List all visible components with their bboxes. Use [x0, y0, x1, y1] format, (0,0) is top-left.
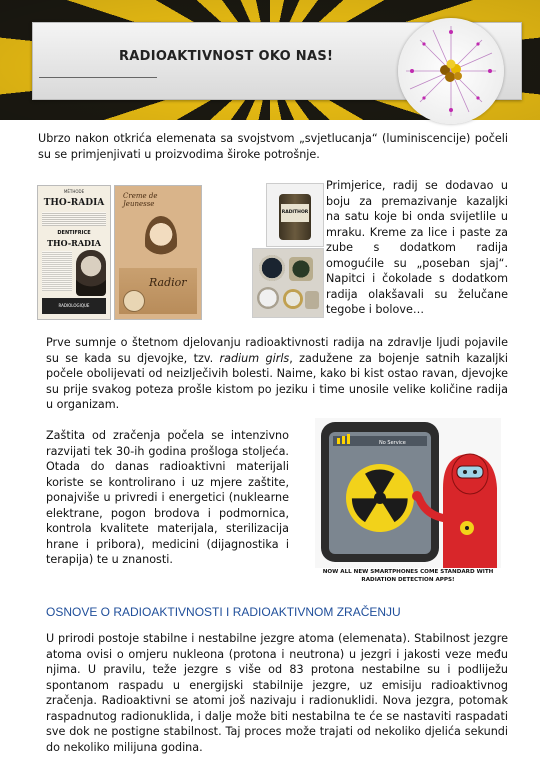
cartoon-smartphone-image: No Service NOW ALL NEW SMARTPHONES COME STANDARD WITH RADIATION DETECTION APPS!	[315, 418, 501, 586]
intro-paragraph: Ubrzo nakon otkrića elemenata sa svojstvom „svjetlucanja“ (luminiscencije) počeli su se primjenjivati u proizvodima široke potrošnje.	[38, 132, 508, 161]
section-heading-basics: OSNOVE O RADIOAKTIVNOSTI I RADIOAKTIVNOM ZRAČENJU	[46, 605, 401, 619]
basics-paragraph: U prirodi postoje stabilne i nestabilne jezgre atoma (elemenata). Stabilnost jezgre atoma ovisi o omjeru nukleona (protona i neutrona) u jezgri i jakosti veze među njima. U pravilu, teže jezgre s više od 83 protona nestabilne su i podliježu spontanom raspadu u energijski stabilnije jezgre, uz emisiju radioaktivnog zračenja. Radioaktivni se atomi još nazivaju i radionuklidi. Nova jezgra, potomak raspadnutog radionuklida, i dalje može biti nestabilna te će se nastaviti raspadati sve dok ne postigne stabilnost. Taj proces može trajati od nekoliko djelića sekundi do nekoliko milijuna godina.	[46, 632, 508, 754]
radium-girls-term: radium girls	[219, 351, 290, 365]
protection-paragraph: Zaštita od zračenja počela se intenzivno razvijati tek 30-ih godina prošloga stoljeća. Otada do danas radioaktivni materijali koriste se kontrolirano i uz mjere zaštite, ponajviše u privredi i energetici (nuklearne elektrane, pogon brodova i podmornica, kontrola kvalitete materijala, sterilizacija hrane i pribora), medicini (dijagnostika i terapija) te u znanosti.	[46, 429, 289, 566]
radium-watches-image	[252, 248, 324, 318]
radior-cream-image: Creme de Jeunesse Radior	[114, 185, 202, 320]
header-banner	[0, 0, 540, 120]
radium-girls-paragraph: Prve sumnje o štetnom djelovanju radioaktivnosti radija na zdravlje ljudi pojavile su se kada su djevojke, tzv. radium girls, zadužene za bojenje satnih kazaljki počele obolijevati od neizlječivih bolesti. Naime, kako bi kist ostao ravan, djevojke su prije svakog poteza prošle kistom po jeziku i time unosile velike količine radija u organizam.	[46, 336, 508, 411]
radithor-bottle-image: RADITHOR	[266, 183, 324, 247]
page-title: RADIOAKTIVNOST OKO NAS!	[119, 49, 334, 64]
thoradia-ad-image: MÉTHODE THO-RADIA DENTIFRICE THO-RADIA RADIOLOGIQUE	[37, 185, 111, 320]
cartoon-caption: NOW ALL NEW SMARTPHONES COME STANDARD WITH RADIATION DETECTION APPS!	[322, 569, 494, 583]
examples-paragraph: Primjerice, radij se dodavao u boju za premazivanje kazaljki na satu koje bi onda svijetlile u mraku. Kreme za lice i paste za zube s dodatkom radija omogućile su „poseban sjaj“. Napitci i čokolade s dodatkom radija olakšavali su želučane tegobe i bolove…	[326, 179, 508, 316]
atom-icon	[398, 18, 504, 124]
title-underline	[39, 77, 157, 78]
